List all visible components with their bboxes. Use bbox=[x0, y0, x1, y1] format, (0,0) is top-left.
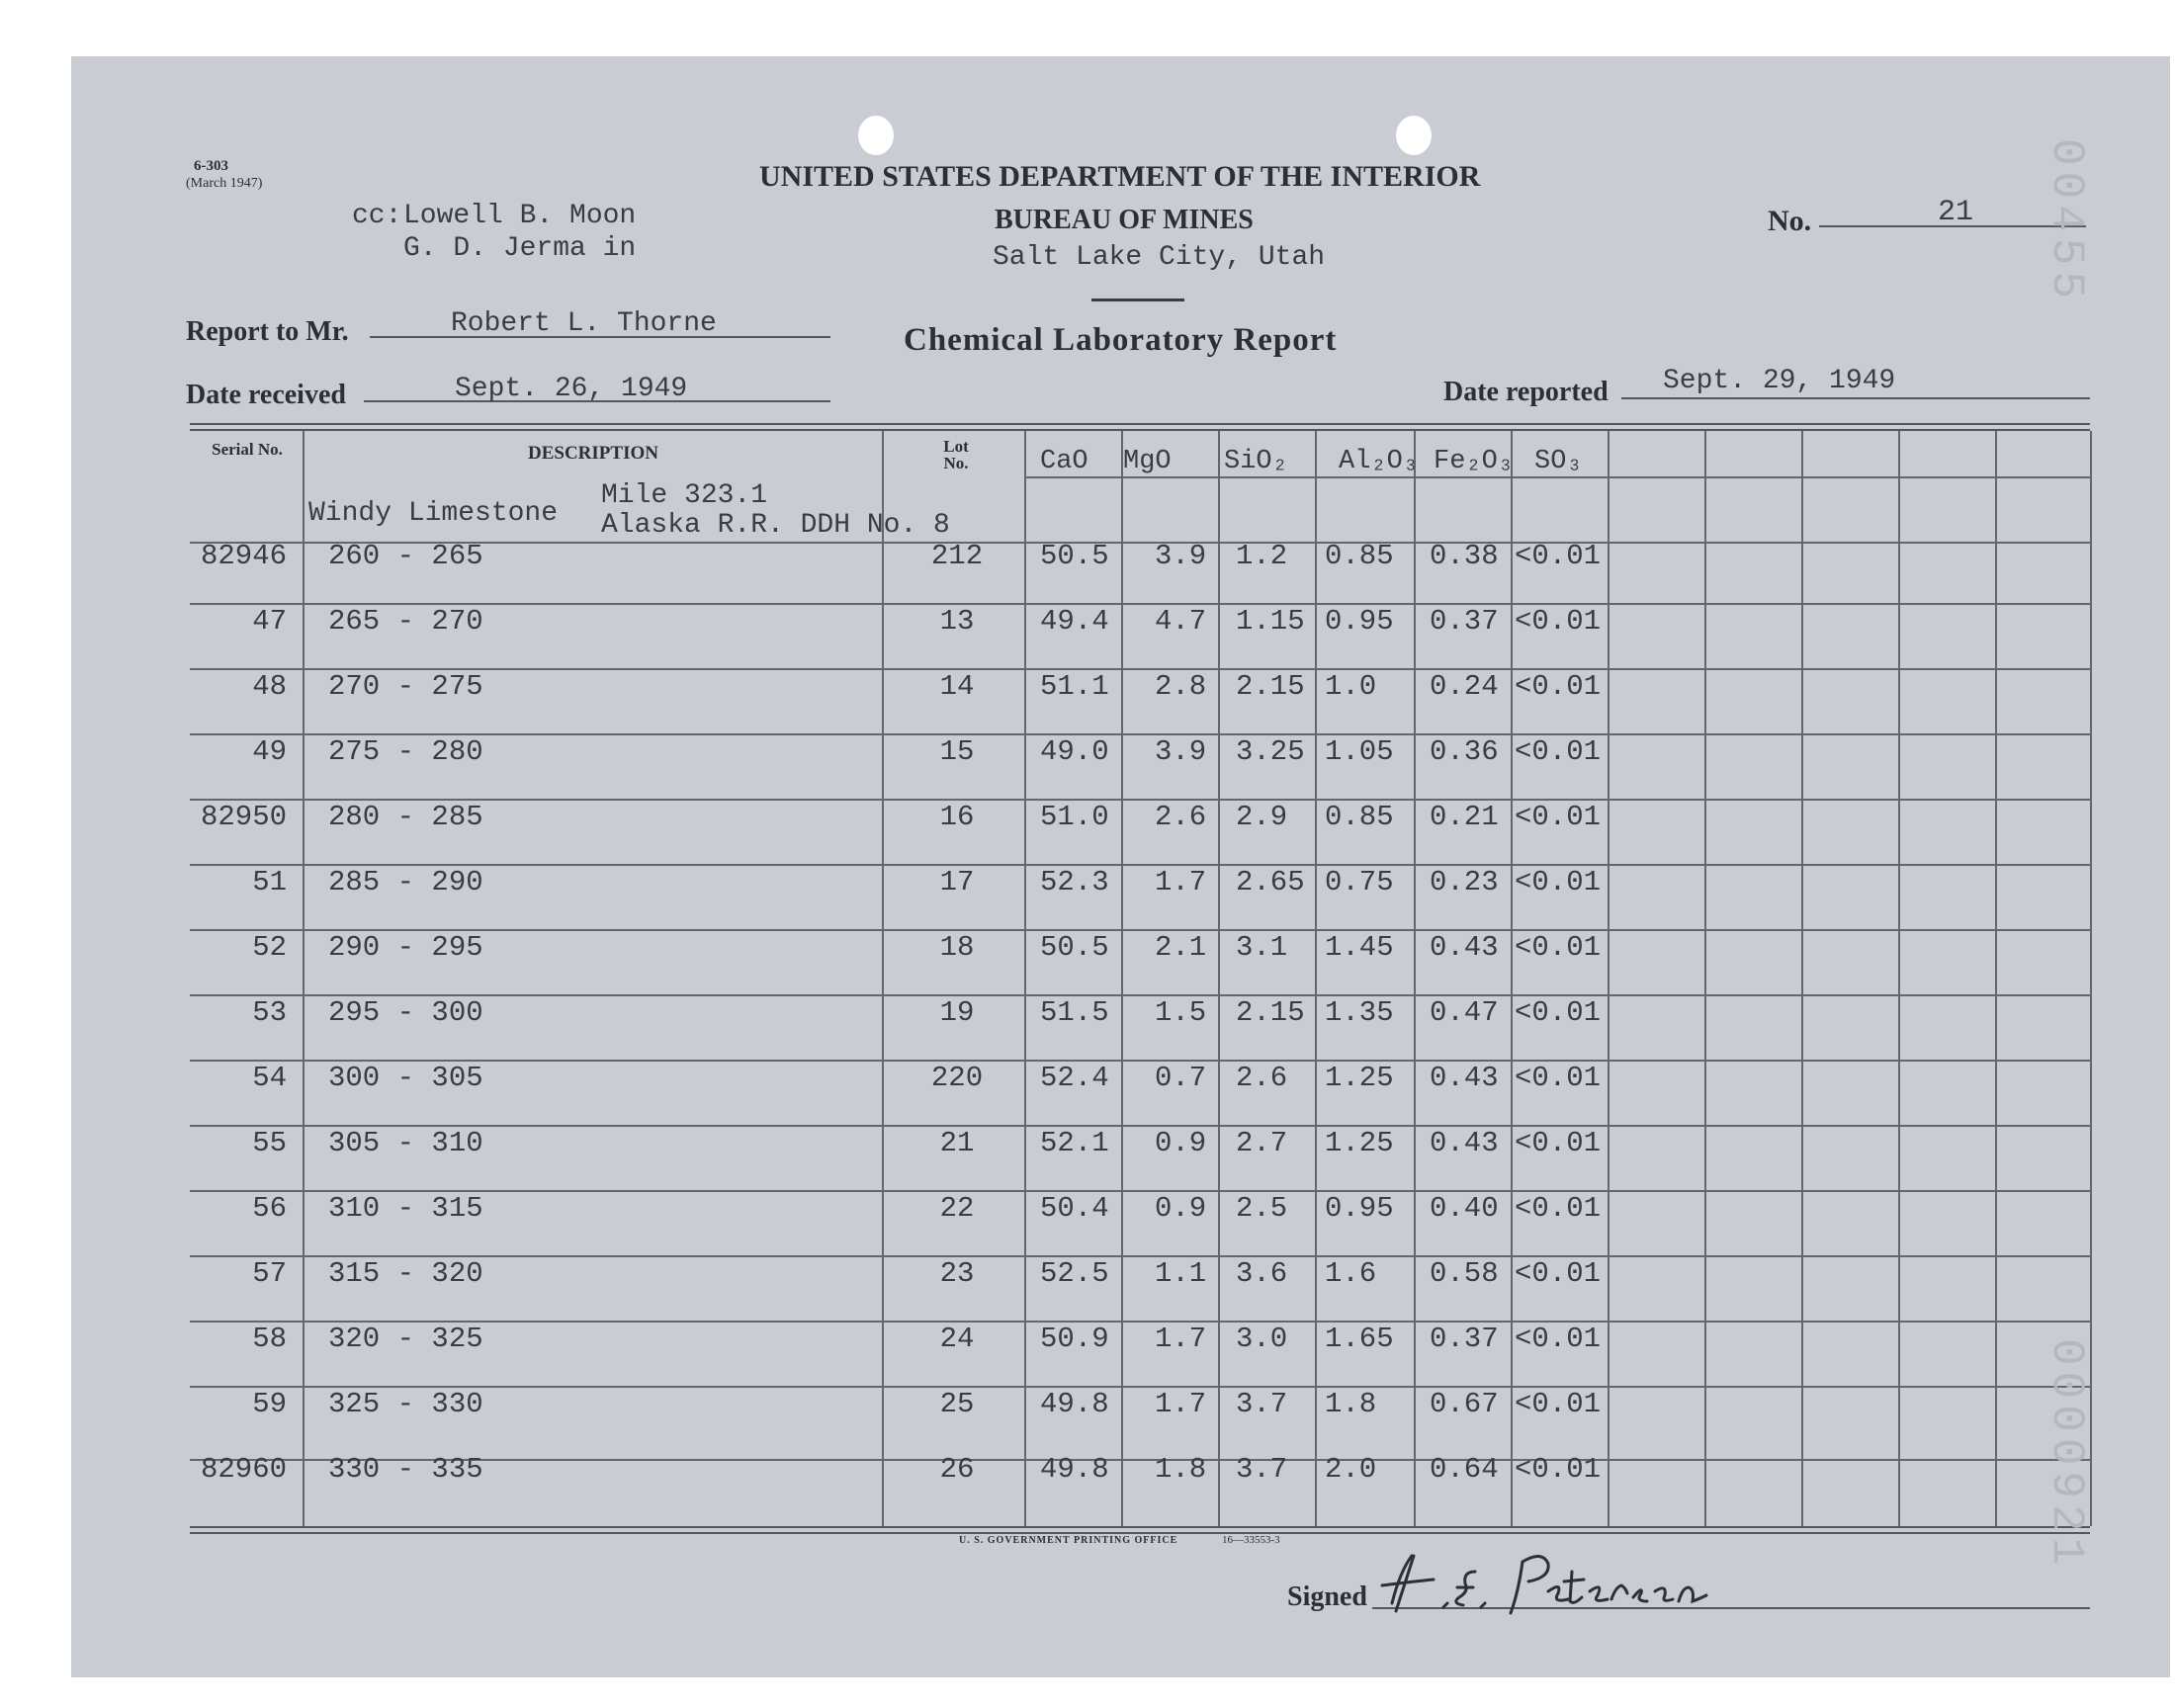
mgo-cell: 1.7 bbox=[1155, 1323, 1207, 1355]
so3-cell: <0.01 bbox=[1515, 1192, 1602, 1225]
mgo-cell: 1.8 bbox=[1155, 1453, 1207, 1486]
sio2-cell: 2.9 bbox=[1236, 801, 1288, 833]
cao-cell: 50.4 bbox=[1040, 1192, 1109, 1225]
lot-cell: 14 bbox=[939, 670, 975, 703]
lot-cell: 21 bbox=[939, 1127, 975, 1159]
description-cell: 270 - 275 bbox=[328, 670, 483, 703]
table-column-rule bbox=[1024, 431, 1026, 1526]
lot-cell: 17 bbox=[939, 866, 975, 898]
header-sio2: SiO₂ bbox=[1224, 447, 1288, 476]
date-received-value: Sept. 26, 1949 bbox=[455, 374, 688, 404]
mgo-cell: 1.1 bbox=[1155, 1257, 1207, 1290]
header-fe2o3: Fe₂O₃ bbox=[1434, 447, 1515, 476]
fe2o3-cell: 0.37 bbox=[1430, 1323, 1499, 1355]
al2o3-cell: 1.05 bbox=[1325, 735, 1394, 768]
cao-cell: 49.4 bbox=[1040, 605, 1109, 638]
signature-text: H. E. Peterson bbox=[1374, 1542, 1380, 1543]
description-cell: 275 - 280 bbox=[328, 735, 483, 768]
fe2o3-cell: 0.58 bbox=[1430, 1257, 1499, 1290]
table-top-rule-2 bbox=[190, 429, 2090, 431]
cc-label: cc: bbox=[352, 201, 402, 231]
table-column-rule bbox=[1121, 431, 1123, 1526]
signature bbox=[1374, 1542, 1730, 1621]
fe2o3-cell: 0.38 bbox=[1430, 540, 1499, 572]
so3-cell: <0.01 bbox=[1515, 996, 1602, 1029]
so3-cell: <0.01 bbox=[1515, 931, 1602, 964]
cc-recipient-1: Lowell B. Moon bbox=[403, 201, 637, 231]
so3-cell: <0.01 bbox=[1515, 1062, 1602, 1094]
sio2-cell: 2.5 bbox=[1236, 1192, 1288, 1225]
sio2-cell: 1.2 bbox=[1236, 540, 1288, 572]
cao-cell: 52.3 bbox=[1040, 866, 1109, 898]
sio2-cell: 1.15 bbox=[1236, 605, 1305, 638]
fe2o3-cell: 0.64 bbox=[1430, 1453, 1499, 1486]
sample-location: Alaska R.R. DDH No. 8 bbox=[601, 510, 950, 541]
serial-cell: 55 bbox=[252, 1127, 287, 1159]
lot-cell: 220 bbox=[930, 1062, 984, 1094]
serial-cell: 49 bbox=[252, 735, 287, 768]
cc-recipient-2: G. D. Jerma in bbox=[403, 233, 637, 264]
print-code: 16—33553-3 bbox=[1222, 1534, 1280, 1546]
serial-cell: 53 bbox=[252, 996, 287, 1029]
description-cell: 285 - 290 bbox=[328, 866, 483, 898]
cao-cell: 49.0 bbox=[1040, 735, 1109, 768]
stamp-top-right: 00455 bbox=[2041, 138, 2092, 305]
mgo-cell: 3.9 bbox=[1155, 735, 1207, 768]
al2o3-cell: 1.45 bbox=[1325, 931, 1394, 964]
mgo-cell: 2.8 bbox=[1155, 670, 1207, 703]
description-cell: 260 - 265 bbox=[328, 540, 483, 572]
mgo-cell: 2.6 bbox=[1155, 801, 1207, 833]
al2o3-cell: 1.0 bbox=[1325, 670, 1377, 703]
header-so3: SO₃ bbox=[1534, 447, 1583, 476]
table-bottom-rule-2 bbox=[190, 1532, 2090, 1534]
so3-cell: <0.01 bbox=[1515, 1127, 1602, 1159]
serial-cell: 57 bbox=[252, 1257, 287, 1290]
cao-cell: 52.1 bbox=[1040, 1127, 1109, 1159]
header-description: DESCRIPTION bbox=[528, 443, 658, 464]
mgo-cell: 1.7 bbox=[1155, 866, 1207, 898]
fe2o3-cell: 0.47 bbox=[1430, 996, 1499, 1029]
sio2-cell: 2.15 bbox=[1236, 996, 1305, 1029]
department-title: UNITED STATES DEPARTMENT OF THE INTERIOR bbox=[759, 160, 1481, 193]
fe2o3-cell: 0.43 bbox=[1430, 1127, 1499, 1159]
header-mgo: MgO bbox=[1123, 447, 1172, 476]
so3-cell: <0.01 bbox=[1515, 1257, 1602, 1290]
mgo-cell: 0.7 bbox=[1155, 1062, 1207, 1094]
serial-cell: 52 bbox=[252, 931, 287, 964]
stamp-bottom-right: 0000921 bbox=[2041, 1338, 2092, 1572]
so3-cell: <0.01 bbox=[1515, 1323, 1602, 1355]
sio2-cell: 2.7 bbox=[1236, 1127, 1288, 1159]
table-column-rule bbox=[1414, 431, 1416, 1526]
mgo-cell: 0.9 bbox=[1155, 1127, 1207, 1159]
sample-name: Windy Limestone bbox=[308, 498, 559, 529]
serial-cell: 82950 bbox=[200, 801, 287, 833]
al2o3-cell: 1.25 bbox=[1325, 1062, 1394, 1094]
lot-cell: 212 bbox=[930, 540, 984, 572]
lot-cell: 13 bbox=[939, 605, 975, 638]
lot-cell: 19 bbox=[939, 996, 975, 1029]
table-row-rule bbox=[1024, 476, 2090, 478]
table-column-rule bbox=[1801, 431, 1803, 1526]
printer-imprint: U. S. GOVERNMENT PRINTING OFFICE bbox=[959, 1535, 1178, 1546]
mgo-cell: 2.1 bbox=[1155, 931, 1207, 964]
table-column-rule bbox=[1315, 431, 1317, 1526]
description-cell: 320 - 325 bbox=[328, 1323, 483, 1355]
so3-cell: <0.01 bbox=[1515, 605, 1602, 638]
bureau-title: BUREAU OF MINES bbox=[995, 205, 1254, 235]
serial-cell: 51 bbox=[252, 866, 287, 898]
al2o3-cell: 0.75 bbox=[1325, 866, 1394, 898]
al2o3-cell: 0.85 bbox=[1325, 801, 1394, 833]
cao-cell: 50.5 bbox=[1040, 931, 1109, 964]
fe2o3-cell: 0.23 bbox=[1430, 866, 1499, 898]
signed-label: Signed bbox=[1287, 1581, 1367, 1612]
table-top-rule bbox=[190, 423, 2090, 425]
description-cell: 315 - 320 bbox=[328, 1257, 483, 1290]
al2o3-cell: 2.0 bbox=[1325, 1453, 1377, 1486]
fe2o3-cell: 0.36 bbox=[1430, 735, 1499, 768]
header-serial: Serial No. bbox=[212, 440, 283, 459]
sio2-cell: 2.65 bbox=[1236, 866, 1305, 898]
sio2-cell: 3.6 bbox=[1236, 1257, 1288, 1290]
sio2-cell: 3.25 bbox=[1236, 735, 1305, 768]
sample-mile: Mile 323.1 bbox=[601, 480, 768, 511]
serial-cell: 54 bbox=[252, 1062, 287, 1094]
sio2-cell: 3.7 bbox=[1236, 1388, 1288, 1420]
al2o3-cell: 0.85 bbox=[1325, 540, 1394, 572]
description-cell: 265 - 270 bbox=[328, 605, 483, 638]
date-reported-value: Sept. 29, 1949 bbox=[1663, 366, 1896, 396]
serial-cell: 47 bbox=[252, 605, 287, 638]
cao-cell: 51.5 bbox=[1040, 996, 1109, 1029]
al2o3-cell: 1.25 bbox=[1325, 1127, 1394, 1159]
table-column-rule bbox=[1218, 431, 1220, 1526]
fe2o3-cell: 0.37 bbox=[1430, 605, 1499, 638]
table-column-rule bbox=[1898, 431, 1900, 1526]
sio2-cell: 2.15 bbox=[1236, 670, 1305, 703]
al2o3-cell: 1.6 bbox=[1325, 1257, 1377, 1290]
report-to-value: Robert L. Thorne bbox=[451, 308, 717, 339]
description-cell: 305 - 310 bbox=[328, 1127, 483, 1159]
fe2o3-cell: 0.21 bbox=[1430, 801, 1499, 833]
cao-cell: 50.5 bbox=[1040, 540, 1109, 572]
date-received-label: Date received bbox=[186, 380, 346, 410]
so3-cell: <0.01 bbox=[1515, 801, 1602, 833]
mgo-cell: 3.9 bbox=[1155, 540, 1207, 572]
cao-cell: 52.5 bbox=[1040, 1257, 1109, 1290]
cao-cell: 49.8 bbox=[1040, 1453, 1109, 1486]
al2o3-cell: 1.8 bbox=[1325, 1388, 1377, 1420]
description-cell: 290 - 295 bbox=[328, 931, 483, 964]
lot-cell: 23 bbox=[939, 1257, 975, 1290]
so3-cell: <0.01 bbox=[1515, 1453, 1602, 1486]
mgo-cell: 1.7 bbox=[1155, 1388, 1207, 1420]
table-column-rule bbox=[1704, 431, 1706, 1526]
fe2o3-cell: 0.67 bbox=[1430, 1388, 1499, 1420]
lot-cell: 24 bbox=[939, 1323, 975, 1355]
form-code: 6-303 bbox=[194, 158, 228, 174]
form-edition: (March 1947) bbox=[186, 176, 263, 191]
sio2-cell: 3.1 bbox=[1236, 931, 1288, 964]
lot-cell: 16 bbox=[939, 801, 975, 833]
mgo-cell: 1.5 bbox=[1155, 996, 1207, 1029]
mgo-cell: 4.7 bbox=[1155, 605, 1207, 638]
so3-cell: <0.01 bbox=[1515, 540, 1602, 572]
serial-cell: 56 bbox=[252, 1192, 287, 1225]
header-lot: Lot No. bbox=[943, 437, 969, 472]
so3-cell: <0.01 bbox=[1515, 866, 1602, 898]
cao-cell: 51.0 bbox=[1040, 801, 1109, 833]
fe2o3-cell: 0.43 bbox=[1430, 931, 1499, 964]
lot-cell: 26 bbox=[939, 1453, 975, 1486]
lot-cell: 25 bbox=[939, 1388, 975, 1420]
report-to-label: Report to Mr. bbox=[186, 316, 349, 347]
serial-cell: 59 bbox=[252, 1388, 287, 1420]
table-column-rule bbox=[1608, 431, 1610, 1526]
table-column-rule bbox=[1995, 431, 1997, 1526]
cao-cell: 50.9 bbox=[1040, 1323, 1109, 1355]
serial-cell: 82946 bbox=[200, 540, 287, 572]
report-title: Chemical Laboratory Report bbox=[904, 322, 1338, 358]
so3-cell: <0.01 bbox=[1515, 735, 1602, 768]
fe2o3-cell: 0.24 bbox=[1430, 670, 1499, 703]
so3-cell: <0.01 bbox=[1515, 670, 1602, 703]
description-cell: 325 - 330 bbox=[328, 1388, 483, 1420]
sio2-cell: 2.6 bbox=[1236, 1062, 1288, 1094]
al2o3-cell: 0.95 bbox=[1325, 605, 1394, 638]
cao-cell: 52.4 bbox=[1040, 1062, 1109, 1094]
table-column-rule bbox=[882, 431, 884, 1526]
sio2-cell: 3.7 bbox=[1236, 1453, 1288, 1486]
date-reported-line bbox=[1621, 397, 2090, 399]
so3-cell: <0.01 bbox=[1515, 1388, 1602, 1420]
lot-cell: 18 bbox=[939, 931, 975, 964]
table-column-rule bbox=[1511, 431, 1513, 1526]
al2o3-cell: 1.65 bbox=[1325, 1323, 1394, 1355]
table-column-rule bbox=[303, 431, 304, 1526]
punch-hole-right bbox=[1396, 116, 1432, 155]
lot-cell: 15 bbox=[939, 735, 975, 768]
serial-cell: 82960 bbox=[200, 1453, 287, 1486]
lot-cell: 22 bbox=[939, 1192, 975, 1225]
table-bottom-rule bbox=[190, 1526, 2090, 1528]
sio2-cell: 3.0 bbox=[1236, 1323, 1288, 1355]
al2o3-cell: 1.35 bbox=[1325, 996, 1394, 1029]
location: Salt Lake City, Utah bbox=[993, 242, 1326, 273]
fe2o3-cell: 0.40 bbox=[1430, 1192, 1499, 1225]
header-cao: CaO bbox=[1040, 447, 1088, 476]
title-rule bbox=[1091, 299, 1184, 301]
al2o3-cell: 0.95 bbox=[1325, 1192, 1394, 1225]
fe2o3-cell: 0.43 bbox=[1430, 1062, 1499, 1094]
form-number: 21 bbox=[1938, 196, 1974, 229]
serial-cell: 58 bbox=[252, 1323, 287, 1355]
description-cell: 295 - 300 bbox=[328, 996, 483, 1029]
date-reported-label: Date reported bbox=[1443, 377, 1609, 407]
description-cell: 310 - 315 bbox=[328, 1192, 483, 1225]
description-cell: 300 - 305 bbox=[328, 1062, 483, 1094]
form-number-label: No. bbox=[1768, 205, 1812, 237]
mgo-cell: 0.9 bbox=[1155, 1192, 1207, 1225]
cao-cell: 51.1 bbox=[1040, 670, 1109, 703]
serial-cell: 48 bbox=[252, 670, 287, 703]
description-cell: 280 - 285 bbox=[328, 801, 483, 833]
header-al2o3: Al₂O₃ bbox=[1339, 447, 1420, 476]
cao-cell: 49.8 bbox=[1040, 1388, 1109, 1420]
description-cell: 330 - 335 bbox=[328, 1453, 483, 1486]
punch-hole-left bbox=[858, 116, 894, 155]
